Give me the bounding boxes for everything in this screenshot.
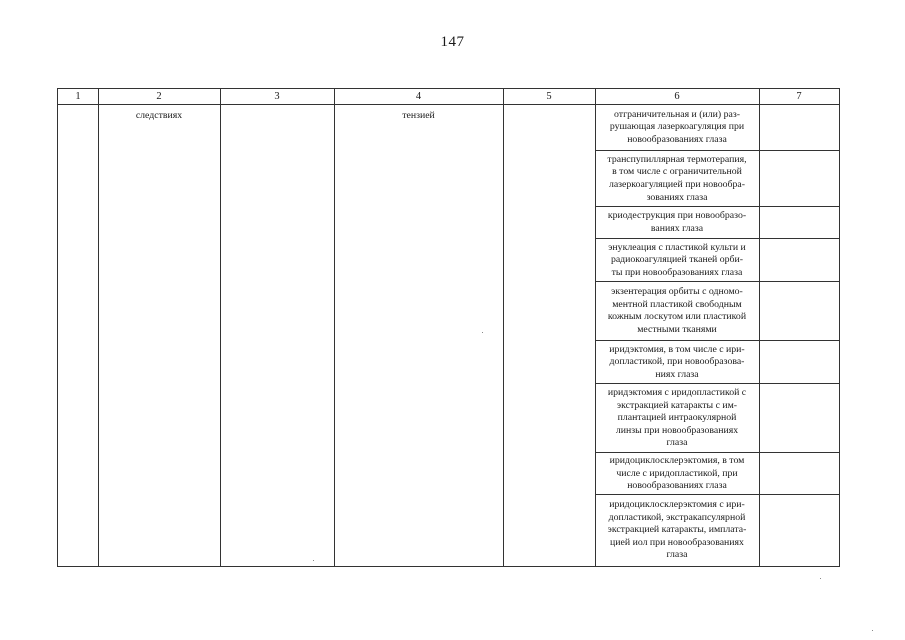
procedure-line: иридоциклосклерэктомия с ири-	[609, 499, 745, 510]
procedure-line: отграничительная и (или) раз-	[614, 108, 740, 120]
procedure-line: местными тканями	[637, 324, 717, 336]
procedure-cell	[595, 384, 759, 453]
procedure-line: транспупиллярная термотерапия,	[607, 153, 747, 165]
procedure-line: новообразованиях глаза	[627, 480, 727, 492]
procedure-cell	[595, 207, 759, 239]
procedure-cell	[595, 239, 759, 282]
procedure-line: радиокоагуляцией тканей орби-	[610, 254, 744, 266]
procedure-cell	[595, 151, 759, 207]
procedure-line: ваниях глаза	[650, 222, 704, 234]
procedure-line: линзы при новообразованиях	[615, 424, 739, 436]
procedure-table	[57, 88, 840, 567]
procedure-line: иридэктомия, в том числе с ири-	[609, 343, 745, 355]
column-divider	[98, 89, 99, 566]
procedure-line: зованиях глаза	[646, 191, 708, 203]
procedure-line: глаза	[666, 549, 688, 561]
procedure-line: экстракцией катаракты с им-	[616, 399, 738, 411]
col7-cell	[759, 207, 839, 239]
scan-speck	[482, 332, 483, 333]
scan-speck	[313, 560, 314, 561]
col7-cell	[759, 104, 839, 151]
col7-cell	[759, 282, 839, 341]
procedure-line: плантацией интраокулярной	[617, 412, 737, 424]
procedure-line: иридоциклосклерэктомия, в том	[609, 455, 745, 467]
header-cell-5: 5	[546, 91, 552, 102]
col7-cell	[759, 495, 839, 566]
procedure-line: в том числе с ограничительной	[612, 166, 742, 178]
procedure-cell	[595, 104, 759, 151]
procedure-line: ты при новообразованиях глаза	[611, 266, 743, 278]
procedure-line: кожным лоскутом или пластикой	[607, 311, 747, 323]
procedure-cell	[595, 341, 759, 384]
header-cell-3: 3	[274, 91, 280, 102]
procedure-line: рушающая лазеркоагуляция при	[609, 121, 745, 133]
col7-cell	[759, 453, 839, 495]
procedure-line: ниях глаза	[655, 368, 699, 380]
header-cell-2: 2	[156, 91, 162, 102]
page-number: 147	[440, 34, 465, 50]
col7-cell	[759, 239, 839, 282]
procedure-line: допластикой, при новообразова-	[609, 356, 745, 368]
col7-cell	[759, 151, 839, 207]
header-cell-7: 7	[796, 91, 802, 102]
cell-col2-text: следствиях	[135, 110, 183, 121]
header-cell-1: 1	[75, 91, 81, 102]
col7-cell	[759, 384, 839, 453]
procedure-line: ментной пластикой свободным	[612, 298, 742, 310]
header-cell-4: 4	[415, 91, 422, 102]
procedure-line: цией иол при новообразованиях	[610, 536, 744, 548]
column-divider	[220, 89, 221, 566]
procedure-line: криодеструкция при новообразо-	[607, 210, 747, 222]
cell-col4-text: тензией	[402, 110, 435, 121]
procedure-line: допластикой, экстракапсулярной	[608, 511, 746, 523]
procedure-line: экзентерация орбиты с одномо-	[611, 286, 743, 298]
column-divider	[503, 89, 504, 566]
procedure-line: энуклеация с пластикой культи и	[608, 241, 746, 253]
procedure-line: числе с иридопластикой, при	[616, 467, 738, 479]
column-divider	[334, 89, 335, 566]
header-cell-6: 6	[674, 91, 680, 102]
procedure-line: экстракцией катаракты, имплата-	[607, 524, 747, 536]
procedure-cell	[595, 453, 759, 495]
scan-speck	[820, 578, 821, 579]
procedure-line: иридэктомия с иридопластикой с	[607, 387, 747, 398]
scan-speck	[872, 630, 873, 631]
procedure-line: глаза	[666, 437, 688, 449]
procedure-cell	[595, 282, 759, 341]
table-header-row	[58, 89, 839, 105]
procedure-cell	[595, 495, 759, 566]
procedure-line: новообразованиях глаза	[627, 133, 727, 145]
procedure-line: лазеркоагуляцией при новообра-	[608, 178, 746, 190]
col7-cell	[759, 341, 839, 384]
